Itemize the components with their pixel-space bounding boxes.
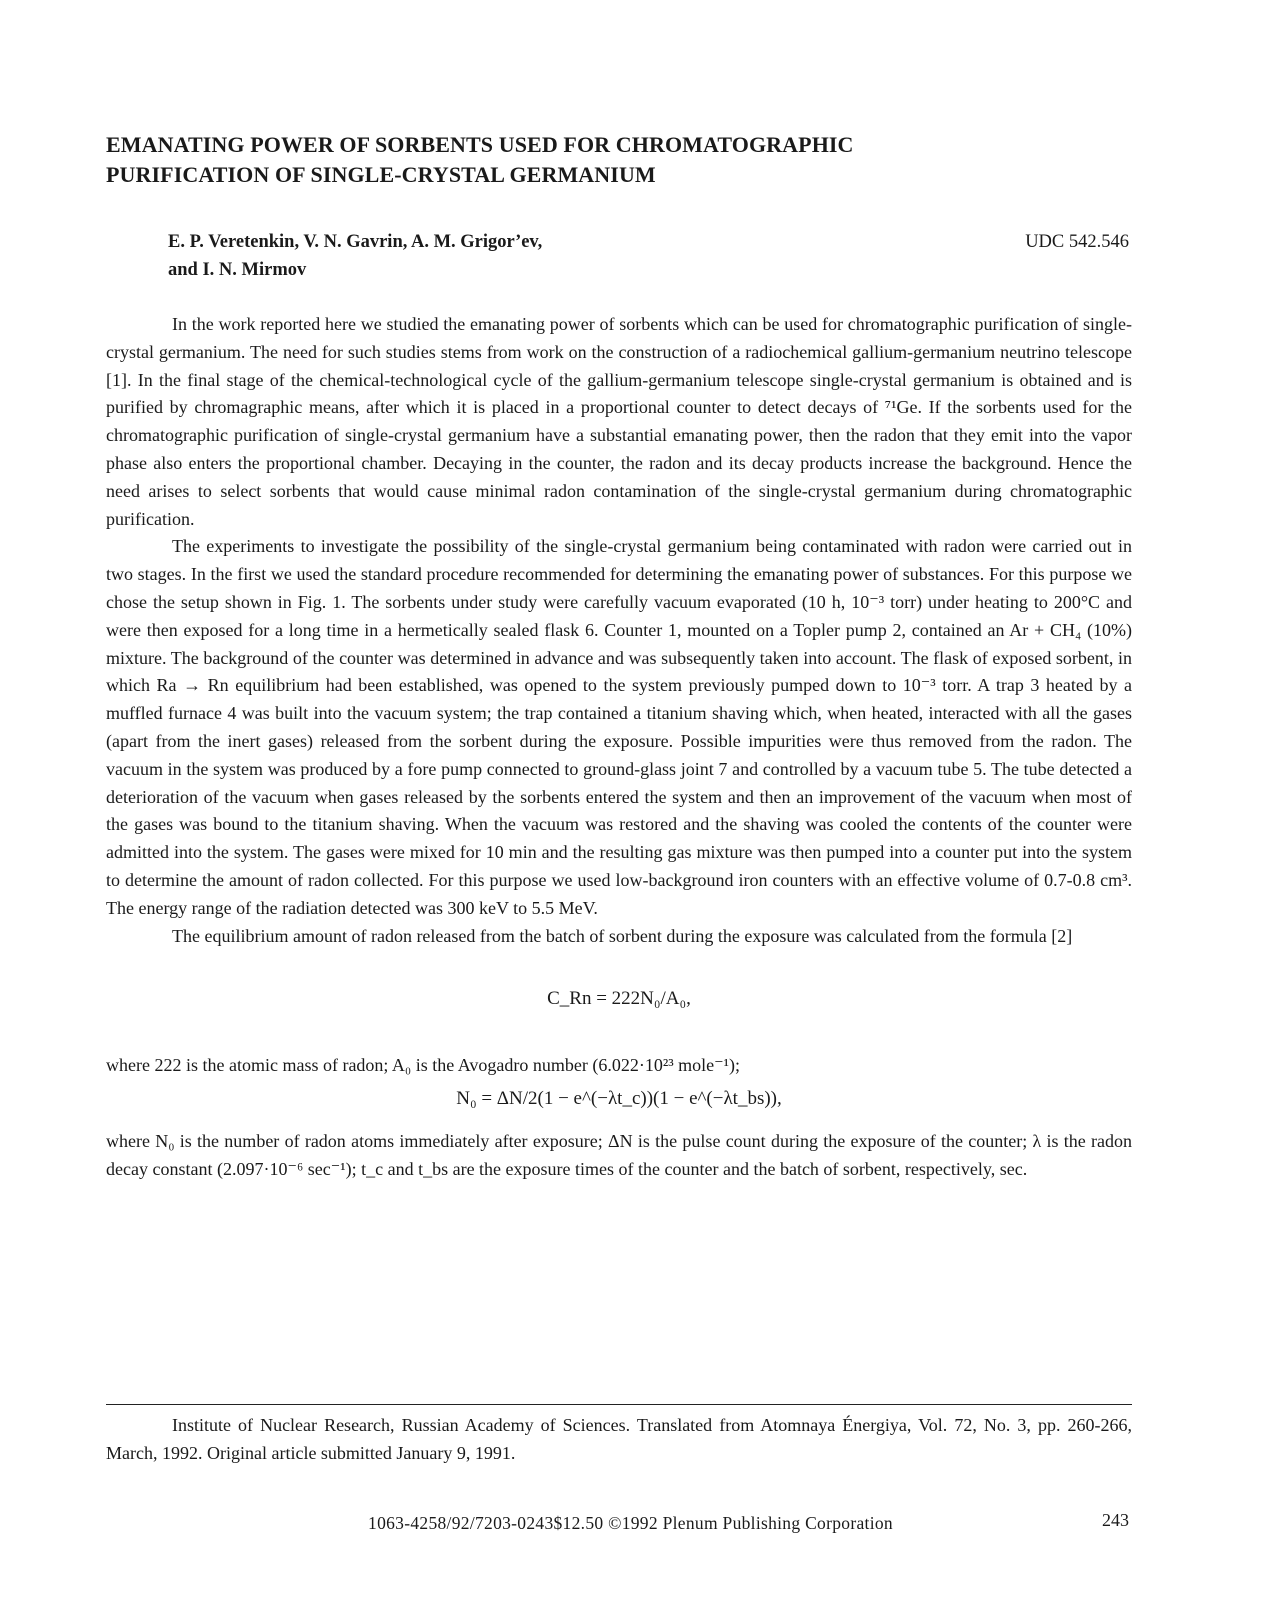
equation-radon-atoms (106, 1084, 1132, 1114)
paper-title (106, 130, 1136, 190)
footnote-divider (106, 1404, 1132, 1405)
paragraph-after-equation-2: where N₀ is the number of radon atoms immediately after exposure; ΔN is the pulse count during the exposure of the counter; λ is the radon decay constant (2.097·10⁻⁶ sec⁻¹); t_c and t_bs are the exposure times of the counter and the batch of sorbent, respectively, sec. (106, 1131, 1132, 1179)
copyright-line: 1063-4258/92/7203-0243$12.50 ©1992 Plenum Publishing Corporation (368, 1513, 893, 1533)
paragraph-after-equation-1: where 222 is the atomic mass of radon; A₀ is the Avogadro number (6.022·10²³ mole⁻¹); (106, 1055, 741, 1076)
authors-line-2: and I. N. Mirmov (168, 260, 307, 280)
article-body (106, 311, 1132, 1184)
footnote (106, 1412, 1132, 1468)
udc-code: UDC 542.546 (1025, 232, 1129, 252)
authors-line-1: E. P. Veretenkin, V. N. Gavrin, A. M. Grigor’ev, (168, 232, 543, 252)
author-list (168, 228, 868, 284)
equation-1-text: C_Rn = 222N₀/A₀, (547, 988, 691, 1010)
title-line-1: EMANATING POWER OF SORBENTS USED FOR CHROMATOGRAPHIC (106, 132, 854, 157)
title-line-2: PURIFICATION OF SINGLE-CRYSTAL GERMANIUM (106, 162, 656, 187)
paragraph-formula-intro: The equilibrium amount of radon released from the batch of sorbent during the exposure was calculated from the formula [2] (172, 925, 1073, 946)
equation-2-text: N₀ = ΔN/2(1 − e^(−λt_c))(1 − e^(−λt_bs)), (456, 1088, 782, 1110)
equation-radon-concentration (106, 984, 1132, 1014)
footnote-text: Institute of Nuclear Research, Russian Academy of Sciences. Translated from Atomnaya Énergiya, Vol. 72, No. 3, pp. 260-266, March, 1992. Original article submitted January 9, 1991. (106, 1415, 1132, 1463)
paragraph-intro: In the work reported here we studied the emanating power of sorbents which can be used for chromatographic purification of single-crystal germanium. The need for such studies stems from work on the construction of a radiochemical gallium-germanium neutrino telescope [1]. In the final stage of the chemical-technological cycle of the gallium-germanium telescope single-crystal germanium is obtained and is purified by chromagraphic means, after which it is placed in a proportional counter to detect decays of ⁷¹Ge. If the sorbents used for the chromatographic purification of single-crystal germanium have a substantial emanating power, then the radon that they emit into the vapor phase also enters the proportional chamber. Decaying in the counter, the radon and its decay products increase the background. Hence the need arises to select sorbents that would cause minimal radon contamination of the single-crystal germanium during chromatographic purification. (106, 314, 1132, 529)
page-number: 243 (1102, 1510, 1129, 1530)
paragraph-experiments: The experiments to investigate the possibility of the single-crystal germanium being contaminated with radon were carried out in two stages. In the first we used the standard procedure recommended for determining the emanating power of substances. For this purpose we chose the setup shown in Fig. 1. The sorbents under study were carefully vacuum evaporated (10 h, 10⁻³ torr) under heating to 200°C and were then exposed for a long time in a hermetically sealed flask 6. Counter 1, mounted on a Topler pump 2, contained an Ar + CH₄ (10%) mixture. The background of the counter was determined in advance and was subsequently taken into account. The flask of exposed sorbent, in which Ra → Rn equilibrium had been established, was opened to the system previously pumped down to 10⁻³ torr. A trap 3 heated by a muffled furnace 4 was built into the vacuum system; the trap contained a titanium shaving which, when heated, interacted with all the gases (apart from the inert gases) released from the sorbent during the exposure. Possible impurities were thus removed from the radon. The vacuum in the system was produced by a fore pump connected to ground-glass joint 7 and controlled by a vacuum tube 5. The tube detected a deterioration of the vacuum when gases released by the sorbents entered the system and then an improvement of the vacuum when most of the gases was bound to the titanium shaving. When the vacuum was restored and the shaving was cooled the contents of the counter were admitted into the system. The gases were mixed for 10 min and the resulting gas mixture was then pumped into a counter put into the system to determine the amount of radon collected. For this purpose we used low-background iron counters with an effective volume of 0.7-0.8 cm³. The energy range of the radiation detected was 300 keV to 5.5 MeV. (106, 536, 1132, 918)
